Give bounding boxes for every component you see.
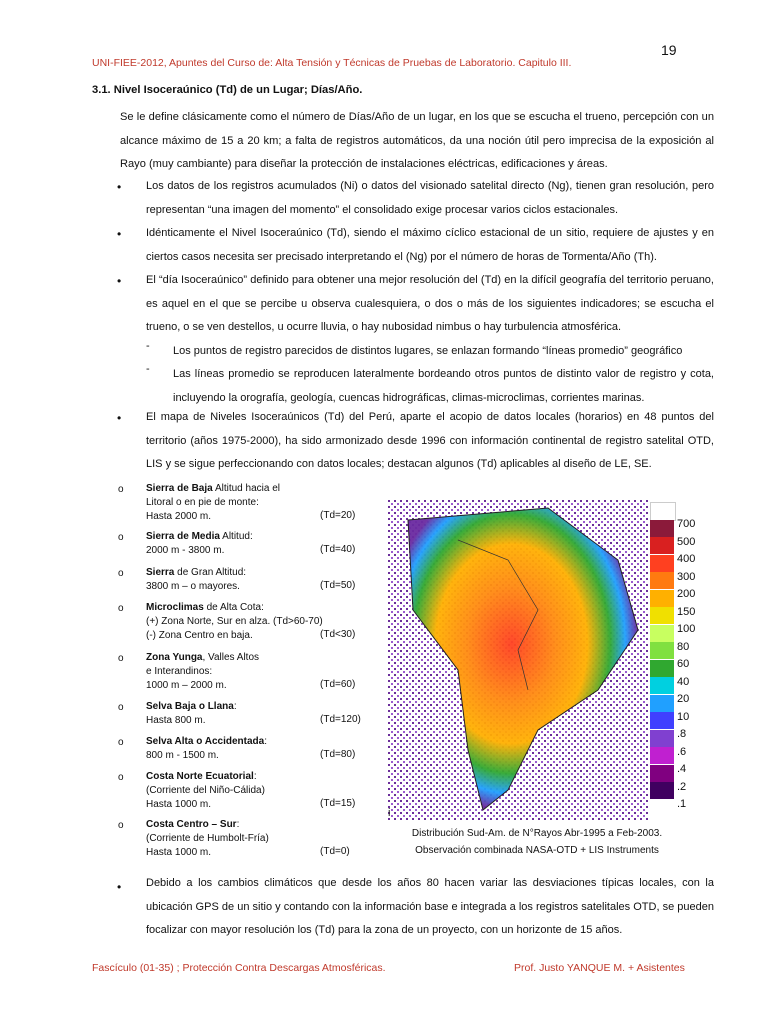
zone-bullet: o (118, 532, 124, 543)
dash-item-1: Los puntos de registro parecidos de distintos lugares, se enlazan formando “líneas promedio” geográfico (173, 345, 683, 357)
zone-td-value: (Td=50) (320, 580, 356, 591)
intro-paragraph: Se le define clásicamente como el número de Días/Año de un lugar, en los que se escucha el trueno, percepción con un alcance máximo de 15 a 20 km; a falta de registros automáticos, da una noción útil pero imprecisa de la exposición al Rayo (muy cambiante) para diseñar la protección de instalaciones eléctricas, edificaciones y áreas. (120, 111, 714, 171)
legend-label: .8 (677, 728, 687, 740)
zone-item: Sierra de Media Altitud: 2000 m - 3800 m. (146, 531, 253, 556)
legend-swatch (650, 782, 674, 799)
legend-swatch (650, 537, 674, 554)
legend-label: .6 (677, 745, 687, 758)
zone-name: Sierra de Baja (146, 483, 213, 494)
bullet-dot: • (117, 180, 122, 194)
map-caption-1: Distribución Sud-Am. de N°Rayos Abr-1995 a Feb-2003. (411, 828, 663, 839)
zone-item: Sierra de Gran Altitud: 3800 m – o mayores. (146, 567, 247, 592)
zone-bullet: o (118, 603, 124, 614)
bullet-5: Debido a los cambios climáticos que desde los años 80 hacen variar las desviaciones típicas locales, con la ubicación GPS de un sitio y contando con la información base e integrada a los registros satelitales OTD, se pueden focalizar con mayor resolución los (Td) para la zona de un proyecto, con un horizonte de 15 años. (146, 877, 714, 936)
legend-label: 20 (677, 693, 690, 705)
legend-swatch (650, 625, 674, 642)
legend-label: 500 (677, 535, 696, 548)
zone-bullet: o (118, 484, 124, 495)
zone-item: Zona Yunga, Valles Altos e Interandinos: 1000 m – 2000 m. (146, 652, 260, 691)
zone-td-value: (Td=120) (320, 714, 361, 725)
zone-item: Microclimas de Alta Cota: (+) Zona Norte, Sur en alza. (Td>60-70) (-) Zona Centro en baja. (146, 602, 323, 641)
bullet-4: El mapa de Niveles Isoceraúnicos (Td) del Perú, aparte el acopio de datos locales (horarios) en 48 puntos del territorio (años 1975-2000), ha sido armonizado desde 1996 con información continental de registro satelital OTD, LIS y se sigue perfeccionando con datos locales; destacan algunos (Td) aplicables al diseño de LE, SE. (146, 411, 714, 470)
footer-left: Fascículo (01-35) ; Protección Contra Descargas Atmosféricas. (92, 962, 386, 974)
dash-marker: - (146, 363, 150, 375)
legend-label: .4 (677, 763, 687, 775)
legend-swatch (650, 730, 674, 747)
lightning-density-map (388, 500, 648, 820)
legend-label: 80 (677, 640, 690, 653)
legend-label: 10 (677, 710, 690, 723)
legend-swatch (650, 607, 674, 624)
zone-name: Costa Centro – Sur (146, 819, 237, 830)
zone-td-value: (Td=40) (320, 544, 356, 555)
bullet-1: Los datos de los registros acumulados (Ni) o datos del visionado satelital directo (Ng), tienen gran resolución, pero representan “una imagen del momento” el consolidado exige procesar varios ciclos estacionales. (146, 180, 714, 216)
page-number: 19 (661, 42, 677, 58)
zone-bullet: o (118, 772, 124, 783)
legend-label: 100 (677, 623, 696, 635)
zone-bullet: o (118, 568, 124, 579)
legend-swatch (650, 677, 674, 694)
legend-label: 300 (677, 570, 696, 583)
bullet-dot: • (117, 880, 122, 894)
zone-td-value: (Td=60) (320, 679, 356, 690)
dash-item-2: Las líneas promedio se reproducen lateralmente bordeando otros puntos de distinto valor de registro y cota, incluyendo la orografía, geología, cuencas hidrográficas, climas-microclimas, corrientes marinas. (173, 368, 714, 404)
map-marker: i (388, 807, 391, 819)
footer-right: Prof. Justo YANQUE M. + Asistentes (514, 962, 685, 974)
legend-swatch (650, 642, 674, 659)
legend-label: 150 (677, 605, 696, 618)
legend-label: .1 (677, 798, 687, 810)
zone-name: Sierra (146, 567, 175, 578)
bullet-dot: • (117, 411, 122, 425)
zone-td-value: (Td<30) (320, 629, 356, 640)
zone-bullet: o (118, 820, 124, 831)
zone-td-value: (Td=0) (320, 846, 350, 857)
zone-name: Selva Alta o Accidentada (146, 736, 265, 747)
legend-swatch (650, 590, 674, 607)
legend-label: 700 (677, 518, 696, 530)
legend-label: 200 (677, 588, 696, 600)
zone-item: Costa Norte Ecuatorial: (Corriente del Niño-Cálida) Hasta 1000 m. (146, 771, 265, 810)
zone-td-value: (Td=15) (320, 798, 356, 809)
page-header: UNI-FIEE-2012, Apuntes del Curso de: Alta Tensión y Técnicas de Pruebas de Laboratorio. Capitulo III. (92, 57, 572, 69)
zone-td-value: (Td=80) (320, 749, 356, 760)
zone-item: Selva Alta o Accidentada: 800 m - 1500 m. (146, 736, 267, 761)
legend-swatch (650, 520, 674, 537)
legend-swatch (650, 765, 674, 782)
legend-swatch (650, 502, 676, 521)
legend-label: .2 (677, 780, 687, 793)
bullet-dot: • (117, 227, 122, 241)
legend-label: 60 (677, 658, 690, 670)
legend-swatch (650, 695, 674, 712)
bullet-3: El “día Isoceraúnico” definido para obtener una mejor resolución del (Td) en la difícil geografía del territorio peruano, es aquel en el que se percibe u observa cualesquiera, o dos o más de los siguientes indicadores; se escucha el trueno, o se ven destellos, u ocurre lluvia, o hay nubosidad nimbus o hay turbulencia atmosférica. (146, 274, 714, 333)
legend-label: 400 (677, 553, 696, 565)
dash-marker: - (146, 340, 150, 352)
zone-td-value: (Td=20) (320, 510, 356, 521)
zone-name: Selva Baja o Llana (146, 701, 234, 712)
bullet-2: Idénticamente el Nivel Isoceraúnico (Td), siendo el máximo cíclico estacional de un sitio, requiere de ajustes y en ciertos casos necesita ser precisado interpretando el (Ng) por el número de horas de Tormenta/Año (Th). (146, 227, 714, 263)
zone-item: Sierra de Baja Altitud hacia el Litoral o en pie de monte: Hasta 2000 m. (146, 483, 280, 522)
zone-bullet: o (118, 737, 124, 748)
zone-name: Zona Yunga (146, 652, 203, 663)
zone-item: Selva Baja o Llana: Hasta 800 m. (146, 701, 237, 726)
zone-bullet: o (118, 653, 124, 664)
legend-swatch (650, 555, 674, 572)
legend-swatch (650, 747, 674, 764)
legend-swatch (650, 712, 674, 729)
zone-name: Costa Norte Ecuatorial (146, 771, 254, 782)
zone-name: Sierra de Media (146, 531, 220, 542)
legend-label: 40 (677, 675, 690, 688)
zone-bullet: o (118, 702, 124, 713)
section-title: 3.1. Nivel Isoceraúnico (Td) de un Lugar; Días/Año. (92, 84, 363, 96)
legend-swatch (650, 572, 674, 589)
bullet-dot: • (117, 274, 122, 288)
map-caption-2: Observación combinada NASA-OTD + LIS Instruments (415, 845, 659, 856)
zone-item: Costa Centro – Sur: (Corriente de Humbolt-Fría) Hasta 1000 m. (146, 819, 269, 858)
legend-swatch (650, 660, 674, 677)
zone-name: Microclimas (146, 602, 204, 613)
